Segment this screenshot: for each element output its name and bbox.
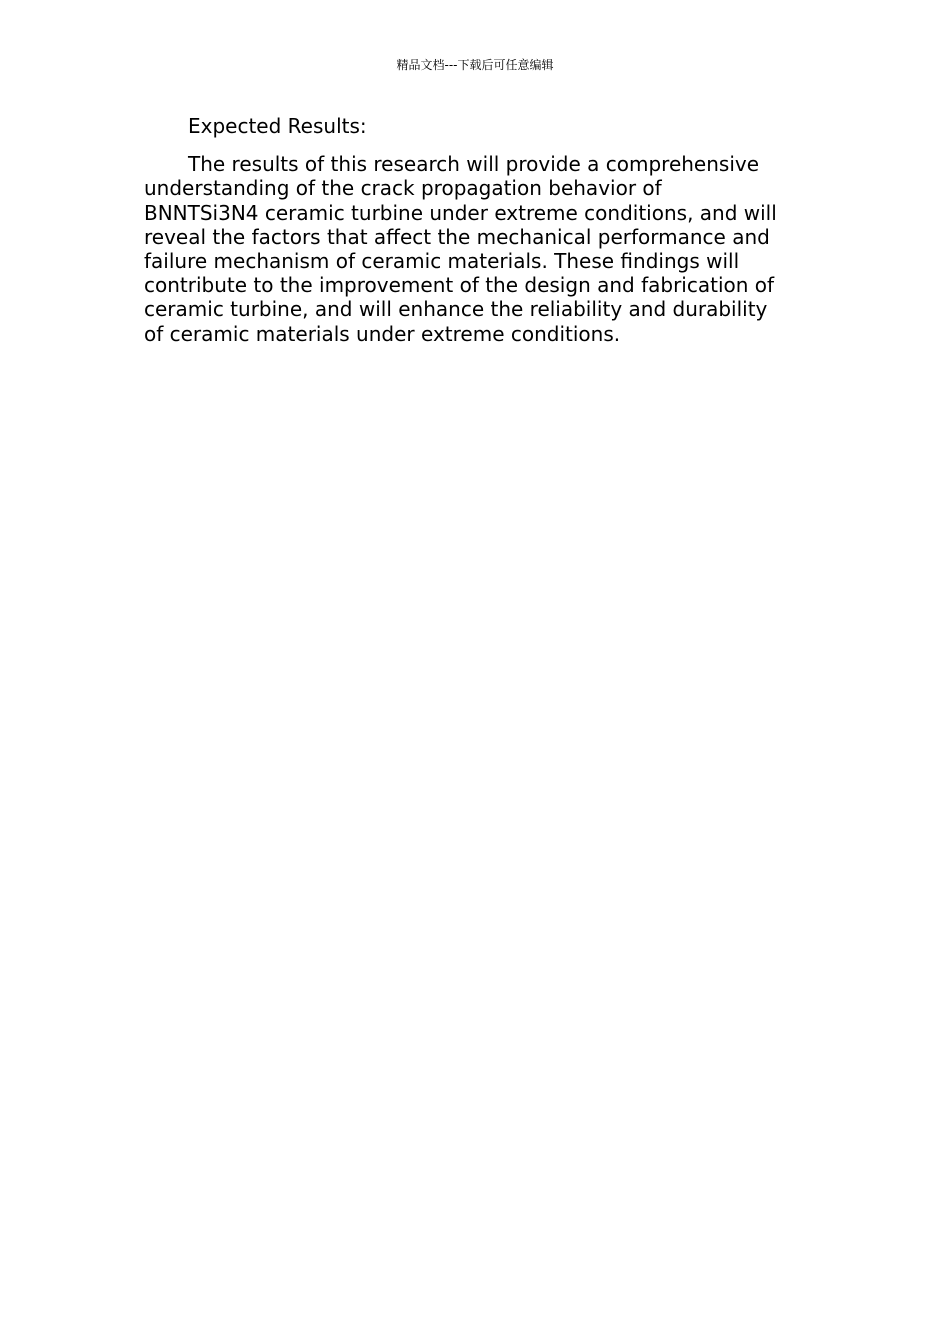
paragraph-line: failure mechanism of ceramic materials. These findings will <box>144 249 740 274</box>
paragraph-line: understanding of the crack propagation behavior of <box>144 176 662 201</box>
paragraph-line: BNNTSi3N4 ceramic turbine under extreme conditions, and will <box>144 200 777 225</box>
paragraph-line: reveal the factors that affect the mechanical performance and <box>144 224 770 249</box>
paragraph-line: of ceramic materials under extreme conditions. <box>144 321 621 346</box>
section-heading: Expected Results: <box>188 114 367 138</box>
paragraph-line: contribute to the improvement of the design and fabrication of <box>144 273 775 298</box>
document-body <box>144 114 808 346</box>
paragraph-line: The results of this research will provide a comprehensive <box>188 152 760 177</box>
paragraph-line: ceramic turbine, and will enhance the reliability and durability <box>144 297 768 322</box>
header-watermark: 精品文档---下载后可任意编辑 <box>396 58 554 72</box>
body-paragraph <box>144 152 808 346</box>
